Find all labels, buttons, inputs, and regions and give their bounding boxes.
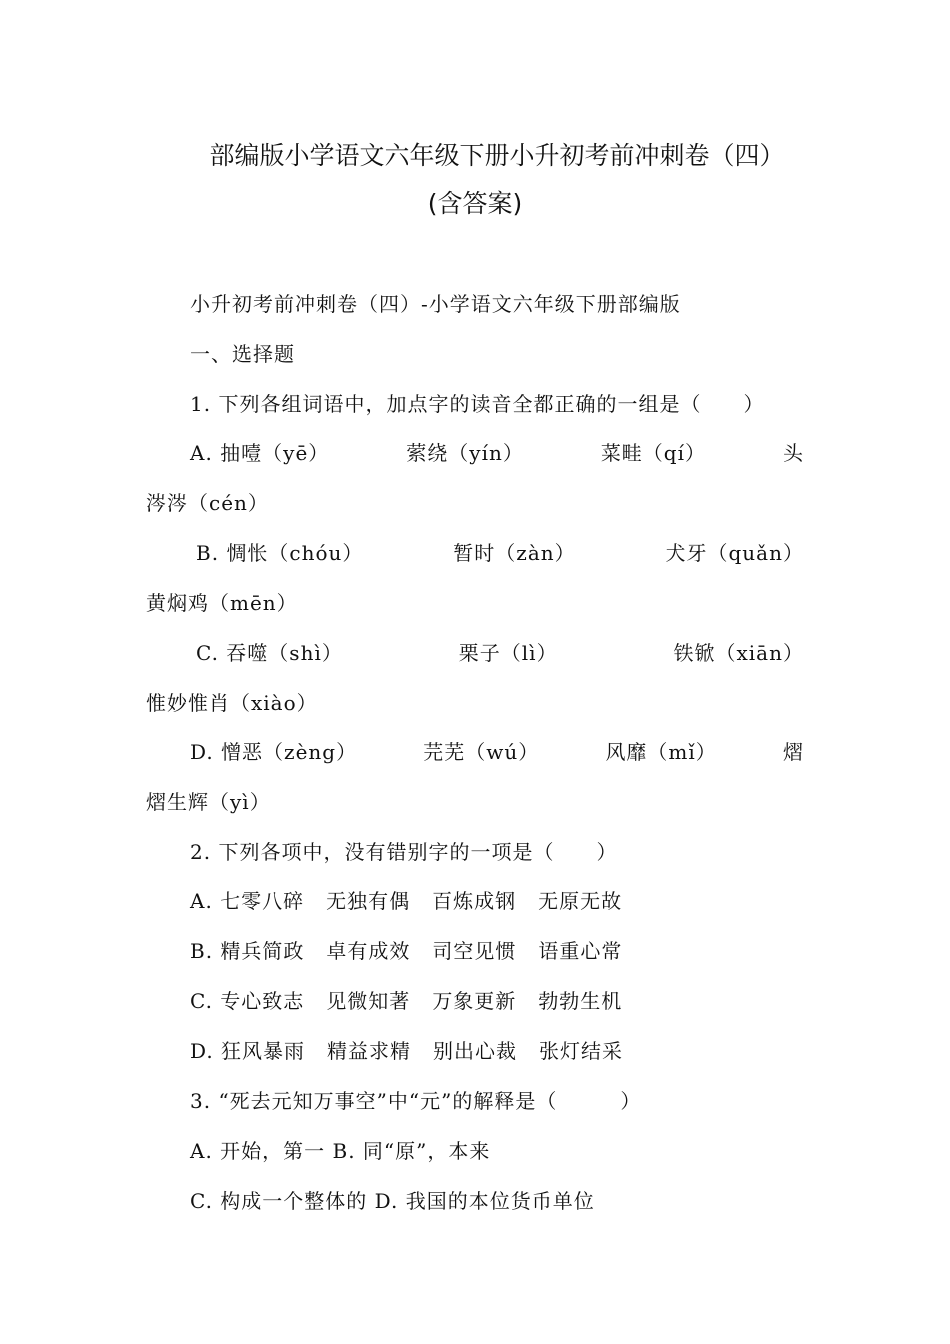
q1-d-word3: 风靡（mǐ） <box>605 740 717 764</box>
q1-d-word1: D. 憎恶（zèng） <box>190 740 358 764</box>
question-1-stem: 1. 下列各组词语中，加点字的读音全都正确的一组是（ ） <box>190 392 765 416</box>
q1-a-word4-end: 涔涔（cén） <box>146 491 269 515</box>
q2-c-4: 勃勃生机 <box>538 989 623 1013</box>
q1-option-b <box>196 537 804 566</box>
q1-option-d <box>190 736 804 765</box>
q3-options-ab: A. 开始，第一 B. 同“原”，本来 <box>190 1139 491 1163</box>
q2-option-b <box>190 935 644 964</box>
q2-a-1: A. 七零八碎 <box>190 889 305 913</box>
section-heading: 一、选择题 <box>190 342 295 366</box>
subtitle: 小升初考前冲刺卷（四）-小学语文六年级下册部编版 <box>190 292 681 316</box>
document-title-line2: (含答案) <box>427 189 523 218</box>
q2-c-3: 万象更新 <box>432 989 517 1013</box>
q1-b-word4: 黄焖鸡（mēn） <box>146 591 298 615</box>
q1-option-c <box>196 637 804 666</box>
q1-option-a <box>190 437 804 466</box>
q2-b-1: B. 精兵简政 <box>190 939 305 963</box>
q1-d-word4-start: 熠 <box>782 740 804 764</box>
q1-b-word1: B. 惆怅（chóu） <box>196 541 364 565</box>
q1-d-word2: 芫芜（wú） <box>423 740 540 764</box>
q1-c-word4: 惟妙惟肖（xiào） <box>146 691 318 715</box>
question-3-stem: 3. “死去元知万事空”中“元”的解释是（ ） <box>190 1089 642 1113</box>
q2-a-3: 百炼成钢 <box>432 889 517 913</box>
q1-c-word2: 栗子（lì） <box>458 641 558 665</box>
q2-option-a <box>190 885 644 914</box>
q1-b-word2: 暂时（zàn） <box>453 541 576 565</box>
document-title-line1: 部编版小学语文六年级下册小升初考前冲刺卷（四） <box>209 141 785 170</box>
q2-a-2: 无独有偶 <box>326 889 411 913</box>
q1-a-word1: A. 抽噎（yē） <box>190 441 330 465</box>
q2-option-d <box>190 1035 645 1064</box>
q1-c-word3: 铁锨（xiān） <box>673 641 804 665</box>
q1-b-word3: 犬牙（quǎn） <box>665 541 804 565</box>
q2-b-2: 卓有成效 <box>326 939 411 963</box>
q1-a-word2: 萦绕（yín） <box>406 441 524 465</box>
q2-d-3: 别出心裁 <box>433 1039 518 1063</box>
q3-options-cd: C. 构成一个整体的 D. 我国的本位货币单位 <box>190 1189 595 1213</box>
q2-a-4: 无原无故 <box>538 889 623 913</box>
q2-b-3: 司空见惯 <box>432 939 517 963</box>
q1-a-word4-start: 头 <box>782 441 804 465</box>
q2-d-1: D. 狂风暴雨 <box>190 1039 306 1063</box>
q1-a-word3: 菜畦（qí） <box>600 441 707 465</box>
q2-c-1: C. 专心致志 <box>190 989 305 1013</box>
q1-d-word4-end: 熠生辉（yì） <box>146 790 271 814</box>
q2-b-4: 语重心常 <box>538 939 623 963</box>
q2-c-2: 见微知著 <box>326 989 411 1013</box>
q2-option-c <box>190 985 644 1014</box>
q2-d-4: 张灯结采 <box>539 1039 624 1063</box>
question-2-stem: 2. 下列各项中，没有错别字的一项是（ ） <box>190 840 618 864</box>
q1-c-word1: C. 吞噬（shì） <box>196 641 343 665</box>
q2-d-2: 精益求精 <box>327 1039 412 1063</box>
